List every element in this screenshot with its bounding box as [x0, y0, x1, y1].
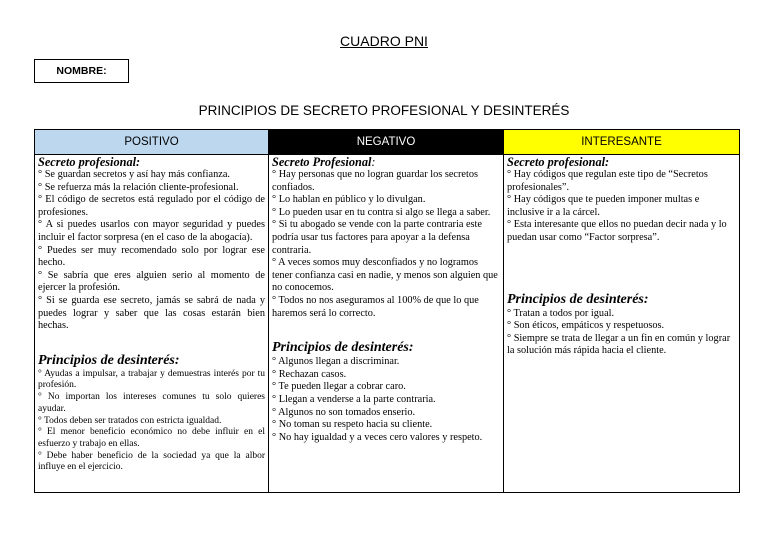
name-field-box	[34, 59, 129, 83]
negative-secreto-heading	[272, 156, 500, 169]
document-title: CUADRO PNI	[340, 33, 428, 49]
negative-desinteres-list	[272, 356, 500, 444]
list-item: ° Se guardan secretos y así hay más confianza.	[38, 169, 230, 180]
list-item: ° Se sabría que eres alguien serio al momento de ejercer la profesión.	[38, 269, 265, 294]
pni-table	[34, 129, 740, 493]
list-item: ° Llegan a venderse a la parte contraria.	[272, 393, 436, 405]
list-item: ° A veces somos muy desconfiados y no logramos tener confianza casi en nadie, y menos son alguien que no conocemos.	[272, 257, 498, 294]
table-body-row	[35, 155, 740, 493]
header-positive: POSITIVO	[35, 130, 269, 155]
list-item: ° Siempre se trata de llegar a un fin en común y lograr la solución más rápida hacia el cliente.	[507, 332, 731, 357]
list-item: ° No hay igualdad y a veces cero valores y respeto.	[272, 431, 483, 443]
list-item: ° Tratan a todos por igual.	[507, 307, 615, 319]
header-negative: NEGATIVO	[269, 130, 504, 155]
list-item: ° Si se guarda ese secreto, jamás se sabrá de nada y puedes lograr y saber que las cosas estarán bien hechas.	[38, 294, 265, 332]
positive-secreto-list	[38, 169, 265, 333]
list-item: ° Puedes ser muy recomendado solo por lograr ese hecho.	[38, 244, 265, 269]
list-item: ° Hay personas que no logran guardar los secretos confiados.	[272, 169, 478, 193]
list-item: ° El código de secretos está regulado por el código de profesiones.	[38, 194, 265, 218]
list-item: ° Debe haber beneficio de la sociedad ya que la albor influye en el ejercicio.	[38, 450, 265, 473]
list-item: ° A si puedes usarlos con mayor seguridad y puedes incluir el factor sorpresa (en el caso de la abogacía).	[38, 219, 265, 243]
negative-secreto-title: Secreto Profesional	[272, 155, 372, 169]
list-item: ° Si tu abogado se vende con la parte contraria este podría usar tus factores para apoyar a la defensa contraria.	[272, 219, 482, 256]
list-item: ° Algunos no son tomados enserio.	[272, 406, 416, 418]
list-item: ° Te pueden llegar a cobrar caro.	[272, 381, 406, 393]
list-item: ° No importan los intereses comunes tu solo quieres ayudar.	[38, 392, 265, 414]
list-item: ° Se refuerza más la relación cliente-profesional.	[38, 181, 239, 193]
list-item: ° No toman su respeto hacia su cliente.	[272, 419, 433, 431]
list-item: ° Ayudas a impulsar, a trabajar y demuestras interés por tu profesión.	[38, 368, 265, 391]
list-item: ° Hay códigos que regulan este tipo de “Secretos profesionales”.	[507, 169, 708, 193]
negative-secreto-colon: :	[371, 155, 376, 169]
list-item: ° Rechazan casos.	[272, 368, 347, 380]
interesting-cell	[504, 155, 740, 493]
list-item: ° Son éticos, empáticos y respetuosos.	[507, 320, 665, 332]
interesting-desinteres-title: Principios de desinterés:	[507, 291, 649, 307]
document-subtitle: PRINCIPIOS DE SECRETO PROFESIONAL Y DESINTERÉS	[198, 103, 570, 118]
list-item: ° Todos deben ser tratados con estricta igualdad.	[38, 415, 222, 426]
negative-secreto-list	[272, 169, 500, 320]
interesting-secreto-title: Secreto profesional:	[507, 155, 610, 169]
positive-secreto-title: Secreto profesional:	[38, 155, 141, 169]
name-label: NOMBRE:	[56, 65, 107, 77]
positive-desinteres-list	[38, 369, 265, 474]
list-item: ° Lo hablan en público y lo divulgan.	[272, 194, 426, 206]
interesting-desinteres-list	[507, 308, 736, 358]
positive-desinteres-title: Principios de desinterés:	[38, 352, 180, 368]
negative-desinteres-title: Principios de desinterés:	[272, 340, 414, 356]
list-item: ° Todos no nos aseguramos al 100% de que lo que haremos será lo correcto.	[272, 294, 479, 319]
list-item: ° Hay códigos que te pueden imponer multas e inclusive ir a la cárcel.	[507, 194, 700, 218]
interesting-secreto-list	[507, 169, 736, 245]
positive-cell	[35, 155, 269, 493]
list-item: ° Esta interesante que ellos no puedan decir nada y lo puedan usar como “Factor sorpresa”.	[507, 219, 727, 243]
list-item: ° Algunos llegan a discriminar.	[272, 356, 400, 368]
list-item: ° Lo pueden usar en tu contra si algo se llega a saber.	[272, 206, 491, 218]
header-interesting: INTERESANTE	[504, 130, 740, 155]
table-header-row	[35, 130, 740, 155]
list-item: ° El menor beneficio económico no debe influir en el esfuerzo y trabajo en ellas.	[38, 427, 265, 449]
negative-cell	[269, 155, 504, 493]
